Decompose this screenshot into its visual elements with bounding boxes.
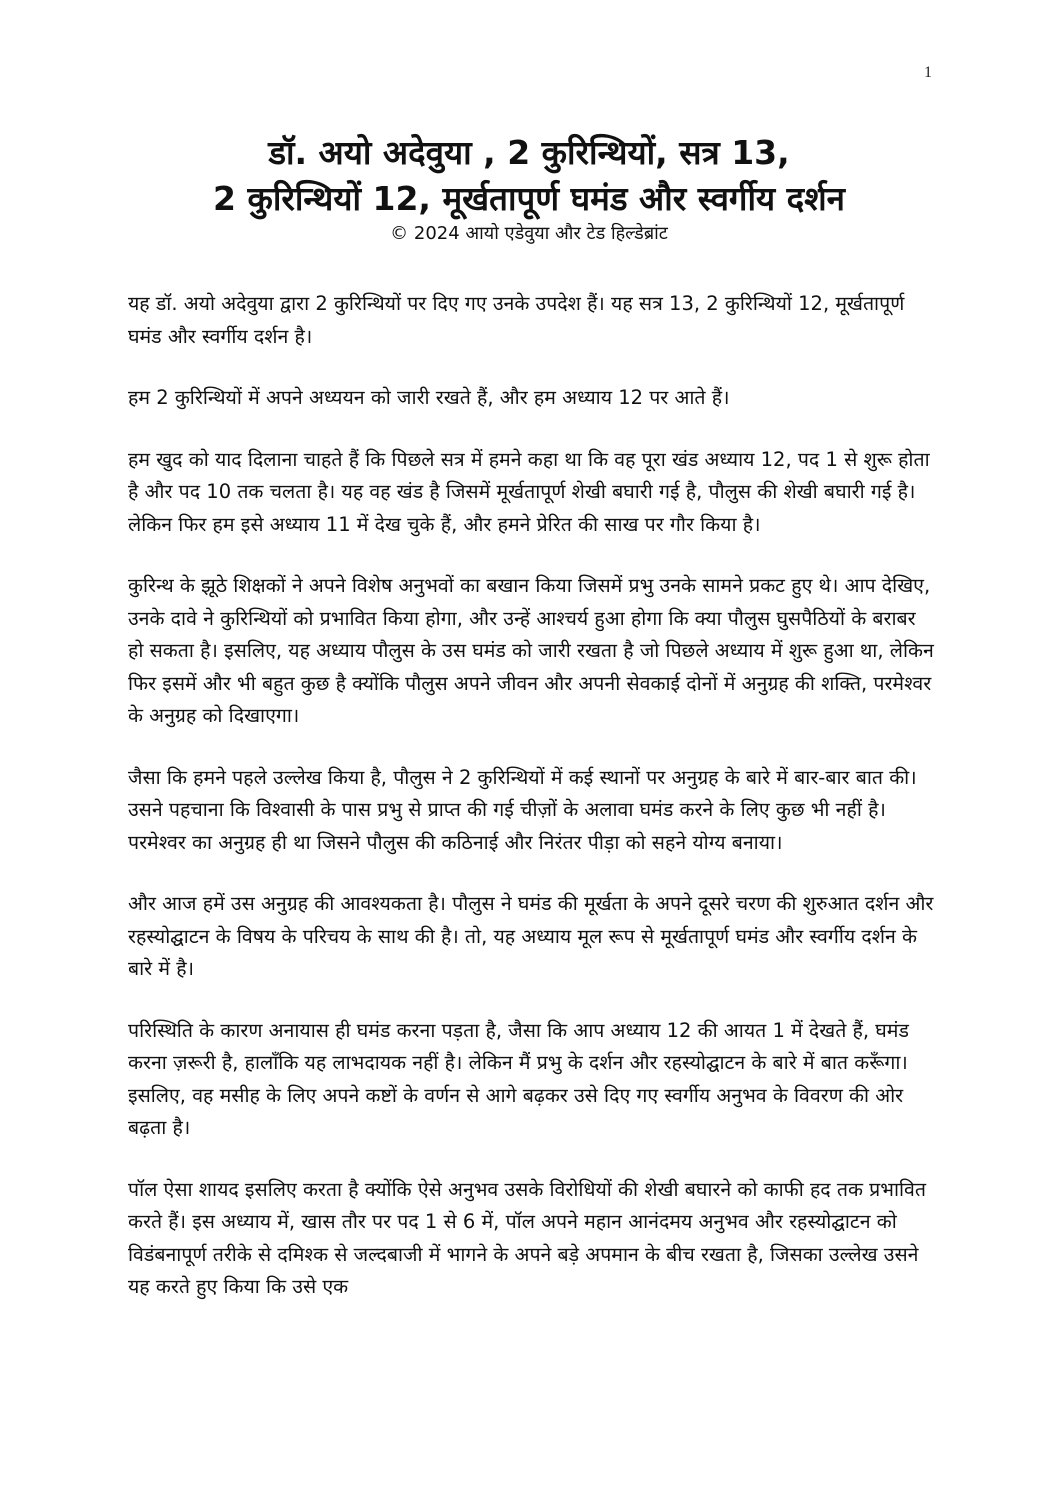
copyright-notice: © 2024 आयो एडेवुया और टेड हिल्डेब्रांट (390, 223, 668, 244)
title-line-1: डॉ. अयो अदेवुया , 2 कुरिन्थियों, सत्र 13, (268, 133, 790, 172)
page-number: 1 (924, 64, 932, 81)
paragraph-4: कुरिन्थ के झूठे शिक्षकों ने अपने विशेष अनुभवों का बखान किया जिसमें प्रभु उनके सामने प्रकट हुए थे। आप देखिए, उनके दावे ने कुरिन्थियों को प्रभावित किया होगा, और उन्हें आश्चर्य हुआ होगा कि क्या पौलुस घुसपैठियों के बराबर हो सकता है। इसलिए, यह अध्याय पौलुस के उस घमंड को जारी रखता है जो पिछले अध्याय में शुरू हुआ था, लेकिन फिर इसमें और भी बहुत कुछ है क्योंकि पौलुस अपने जीवन और अपनी सेवकाई दोनों में अनुग्रह की शक्ति, परमेश्वर के अनुग्रह को दिखाएगा। (128, 574, 934, 727)
document-body (128, 288, 934, 1333)
title-line-2: 2 कुरिन्थियों 12, मूर्खतापूर्ण घमंड और स्वर्गीय दर्शन (213, 179, 845, 218)
document-header (100, 130, 958, 246)
paragraph-5: जैसा कि हमने पहले उल्लेख किया है, पौलुस ने 2 कुरिन्थियों में कई स्थानों पर अनुग्रह के बारे में बार-बार बात की। उसने पहचाना कि विश्वासी के पास प्रभु से प्राप्त की गई चीज़ों के अलावा घमंड करने के लिए कुछ भी नहीं है। परमेश्वर का अनुग्रह ही था जिसने पौलुस की कठिनाई और निरंतर पीड़ा को सहने योग्य बनाया। (128, 765, 917, 854)
paragraph-8: पॉल ऐसा शायद इसलिए करता है क्योंकि ऐसे अनुभव उसके विरोधियों की शेखी बघारने को काफी हद तक प्रभावित करते हैं। इस अध्याय में, खास तौर पर पद 1 से 6 में, पॉल अपने महान आनंदमय अनुभव और रहस्योद्घाटन को विडंबनापूर्ण तरीके से दमिश्क से जल्दबाजी में भागने के अपने बड़े अपमान के बीच रखता है, जिसका उल्लेख उसने यह करते हुए किया कि उसे एक (128, 1177, 927, 1298)
paragraph-2: हम 2 कुरिन्थियों में अपने अध्ययन को जारी रखते हैं, और हम अध्याय 12 पर आते हैं। (128, 386, 730, 409)
paragraph-7: परिस्थिति के कारण अनायास ही घमंड करना पड़ता है, जैसा कि आप अध्याय 12 की आयत 1 में देखते हैं, घमंड करना ज़रूरी है, हालाँकि यह लाभदायक नहीं है। लेकिन मैं प्रभु के दर्शन और रहस्योद्घाटन के बारे में बात करूँगा। इसलिए, वह मसीह के लिए अपने कष्टों के वर्णन से आगे बढ़कर उसे दिए गए स्वर्गीय अनुभव के विवरण की ओर बढ़ता है। (128, 1018, 909, 1139)
paragraph-6: और आज हमें उस अनुग्रह की आवश्यकता है। पौलुस ने घमंड की मूर्खता के अपने दूसरे चरण की शुरुआत दर्शन और रहस्योद्घाटन के विषय के परिचय के साथ की है। तो, यह अध्याय मूल रूप से मूर्खतापूर्ण घमंड और स्वर्गीय दर्शन के बारे में है। (128, 892, 934, 980)
paragraph-1: यह डॉ. अयो अदेवुया द्वारा 2 कुरिन्थियों पर दिए गए उनके उपदेश हैं। यह सत्र 13, 2 कुरिन्थियों 12, मूर्खतापूर्ण घमंड और स्वर्गीय दर्शन है। (128, 292, 905, 348)
paragraph-3: हम खुद को याद दिलाना चाहते हैं कि पिछले सत्र में हमने कहा था कि वह पूरा खंड अध्याय 12, पद 1 से शुरू होता है और पद 10 तक चलता है। यह वह खंड है जिसमें मूर्खतापूर्ण शेखी बघारी गई है, पौलुस की शेखी बघारी गई है। लेकिन फिर हम इसे अध्याय 11 में देख चुके हैं, और हमने प्रेरित की साख पर गौर किया है। (128, 447, 930, 536)
